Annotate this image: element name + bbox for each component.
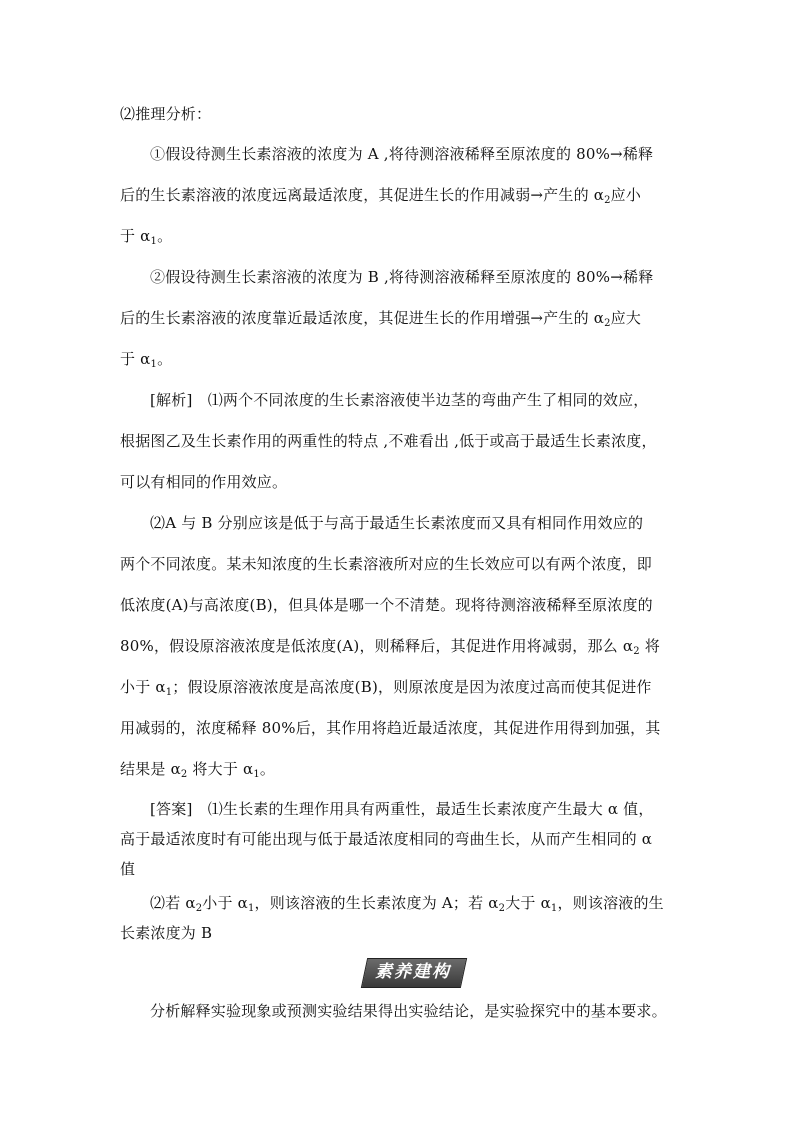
text: 长素浓度为 B (120, 924, 213, 942)
subscript: 2 (633, 646, 640, 657)
subscript: 1 (150, 236, 158, 247)
answer-line (120, 858, 680, 879)
summary-line (150, 1000, 710, 1021)
text: 应大 (610, 309, 642, 327)
subscript: 1 (150, 359, 158, 370)
analysis-line (120, 553, 680, 574)
text: 分析解释实验现象或预测实验结果得出实验结论，是实验探究中的基本要求。 (150, 1002, 667, 1020)
subscript: 2 (604, 318, 611, 329)
section-badge (364, 958, 462, 986)
subscript: 2 (195, 903, 203, 914)
text: 。 (157, 227, 173, 245)
analysis-line (150, 512, 710, 533)
paragraph-line (120, 307, 680, 329)
subscript: 1 (165, 687, 173, 698)
answer-line (150, 892, 710, 914)
text: 将 (639, 637, 660, 655)
text: 小于 α (120, 678, 166, 696)
text: ②假设待测生长素溶液的浓度为 B ,将待测溶液稀释至原浓度的 80%→稀释 (150, 268, 654, 286)
text: 低浓度(A)与高浓度(B)，但具体是哪一个不清楚。现将待测溶液稀释至原浓度的 (120, 596, 653, 614)
text: 将大于 α (187, 760, 254, 778)
paragraph-line (120, 225, 680, 247)
text: [答案] ⑴生长素的生理作用具有两重性，最适生长素浓度产生最大 α 值， (150, 800, 654, 818)
text: 两个不同浓度。某未知浓度的生长素溶液所对应的生长效应可以有两个浓度，即 (120, 555, 653, 573)
text: 值 (120, 860, 136, 878)
subscript: 1 (253, 769, 260, 780)
text: ，则该溶液的生长素浓度为 A；若 α (254, 894, 499, 912)
answer-line (120, 922, 680, 943)
text: 大于 α (505, 894, 551, 912)
text: 。 (259, 760, 276, 778)
paragraph-line (150, 266, 710, 287)
text: 可以有相同的作用效应。 (120, 473, 288, 491)
paragraph-line (120, 184, 680, 206)
text: 于 α (120, 350, 151, 368)
text: ①假设待测生长素溶液的浓度为 A ,将待测溶液稀释至原浓度的 80%→稀释 (150, 145, 654, 163)
text: 高于最适浓度时有可能出现与低于最适浓度相同的弯曲生长，从而产生相同的 α (120, 830, 653, 848)
text: ；假设原溶液浓度是高浓度(B)，则原浓度是因为浓度过高而使其促进作 (172, 678, 652, 696)
badge-label: 素养建构 (375, 962, 451, 982)
text: 。 (157, 350, 173, 368)
text: 小于 α (202, 894, 248, 912)
subscript: 2 (604, 195, 611, 206)
text: [解析] ⑴两个不同浓度的生长素溶液使半边茎的弯曲产生了相同的效应， (150, 391, 649, 409)
text: ⑵推理分析： (120, 105, 212, 123)
paragraph-line (120, 348, 680, 370)
analysis-line (150, 389, 710, 410)
text: ，则该溶液的生 (557, 894, 664, 912)
subscript: 2 (180, 769, 188, 780)
text: ⑵A 与 B 分别应该是低于与高于最适生长素浓度而又具有相同作用效应的 (150, 514, 644, 532)
text: 于 α (120, 227, 151, 245)
analysis-line (120, 635, 680, 657)
text: 根据图乙及生长素作用的两重性的特点 ,不难看出 ,低于或高于最适生长素浓度， (120, 432, 657, 450)
text: 后的生长素溶液的浓度远离最适浓度，其促进生长的作用减弱→产生的 α (120, 186, 605, 204)
analysis-line (120, 430, 680, 451)
text: 结果是 α (120, 760, 181, 778)
subscript: 2 (498, 903, 506, 914)
text: 应小 (610, 186, 642, 204)
text: 用减弱的，浓度稀释 80%后，其作用将趋近最适浓度，其促进作用得到加强，其 (120, 719, 661, 737)
reasoning-heading (120, 103, 680, 124)
analysis-line (120, 594, 680, 615)
text: 80%，假设原溶液浓度是低浓度(A)，则稀释后，其促进作用将减弱，那么 α (120, 637, 634, 655)
answer-line (150, 798, 710, 819)
paragraph-line (150, 143, 710, 164)
subscript: 1 (550, 903, 558, 914)
answer-line (120, 828, 680, 849)
analysis-line (120, 471, 680, 492)
analysis-line (120, 717, 680, 738)
text: ⑵若 α (150, 894, 196, 912)
text: 后的生长素溶液的浓度靠近最适浓度，其促进生长的作用增强→产生的 α (120, 309, 605, 327)
subscript: 1 (247, 903, 255, 914)
analysis-line (120, 758, 680, 780)
analysis-line (120, 676, 680, 698)
